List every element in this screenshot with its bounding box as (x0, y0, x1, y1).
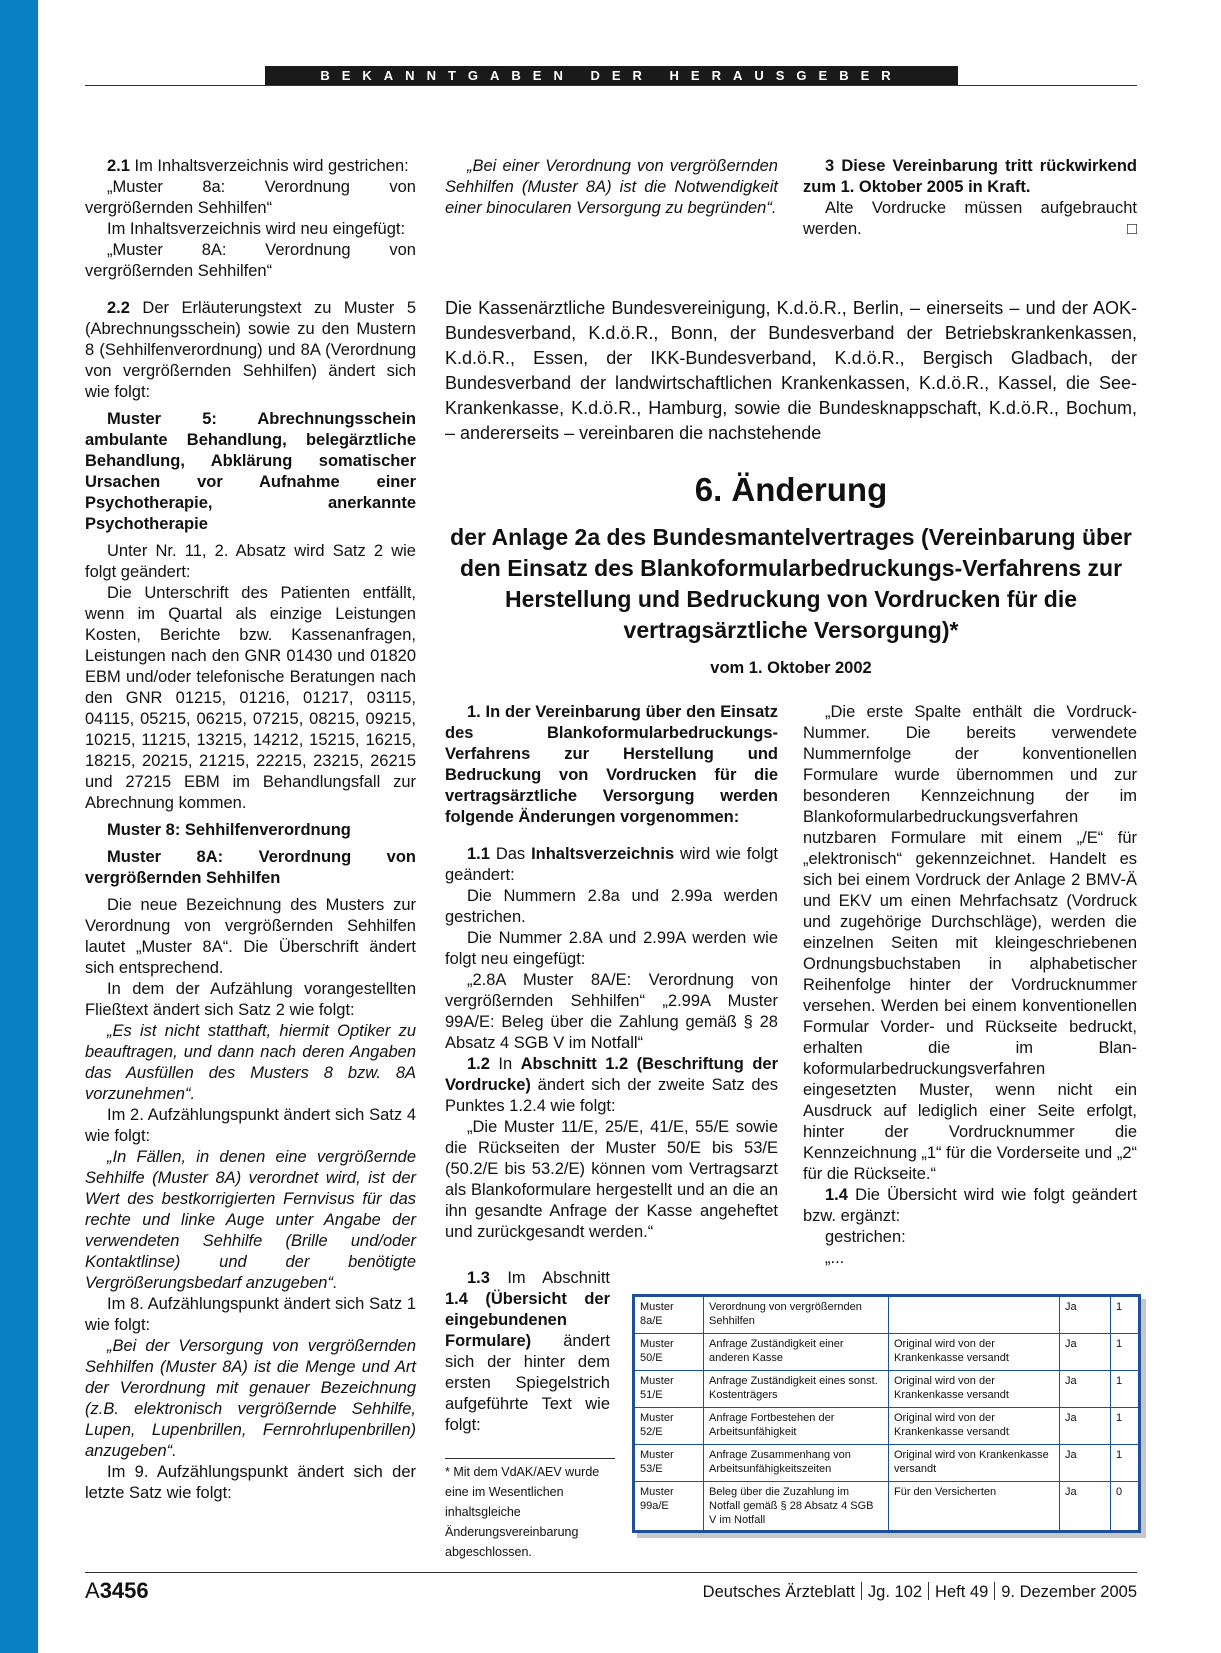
table-cell: Für den Versicherten (889, 1482, 1060, 1531)
paragraph: „... (825, 1249, 845, 1267)
paragraph: 1.1 Das Inhaltsverzeichnis wird wie folgt geändert: (445, 845, 778, 884)
subheading: Muster 8A: Verordnung von vergrößernden Sehhilfen (85, 848, 416, 887)
table-cell: Original wird von der Krankenkasse versandt (889, 1408, 1060, 1445)
paragraph: Die Unterschrift des Patienten entfällt, wenn im Quartal als einzige Leistungen Kosten, Berichte bzw. Kassenanfragen, Leistungen nach den GNR 01430 und 01820 EBM und/oder telefonische Beratungen nach den GNR 01215, 01216, 01217, 03115, 04115, 05215, 06215, 07215, 08215, 09215, 10215, 11215, 13215, 14212, 15215, 16215, 18215, 20215, 21215, 22215, 23215, 26215 und 27215 EBM im Behandlungsfall zur Abrechnung kommen. (85, 584, 416, 812)
article-title: 6. Änderung (694, 471, 888, 508)
footnote-rule (445, 1458, 615, 1459)
separator (928, 1582, 929, 1600)
table-cell: Ja (1060, 1408, 1111, 1445)
paragraph: 1.3 Im Abschnitt 1.4 (Übersicht der eingebundenen Formulare) ändert sich der hinter dem ersten Spiegelstrich aufgeführte Text wie folgt: (445, 1269, 610, 1434)
table-cell: 1 (1111, 1297, 1139, 1334)
paragraph: „Muster 8A: Verordnung von vergrößernden Sehhilfen“ (85, 241, 416, 280)
paragraph: Im 9. Aufzählungspunkt ändert sich der letzte Satz wie folgt: (85, 1463, 416, 1502)
journal-name: Deutsches Ärzteblatt (702, 1583, 855, 1601)
column-left (85, 156, 416, 1504)
quote: „Bei der Versorgung von vergrößernden Sehhilfen (Muster 8A) ist die Menge und Art der Verordnung mit genauer Bezeichnung (z.B. elektronisch vergrößernde Sehhilfe, Lupen, Lupenbrillen, Fernrohrlupenbrillen) anzugeben“. (85, 1337, 416, 1460)
paragraph: Unter Nr. 11, 2. Absatz wird Satz 2 wie folgt geändert: (85, 542, 416, 581)
page-number: A3456 (85, 1578, 149, 1603)
forms-table-grid (634, 1296, 1139, 1531)
table-cell: Verordnung von vergrößernden Sehhilfen (704, 1297, 889, 1334)
paragraph: Die neue Bezeichnung des Musters zur Verordnung von vergrößernden Sehhilfen lautet „Muster 8A“. Die Überschrift ändert sich entsprechend. (85, 896, 416, 977)
column-lower-right (803, 702, 1137, 1269)
journal-date: 9. Dezember 2005 (1001, 1583, 1137, 1601)
table-cell: Original wird von der Krankenkasse versandt (889, 1371, 1060, 1408)
table-cell: Ja (1060, 1334, 1111, 1371)
table-cell: Anfrage Zusammenhang von Arbeitsunfähigkeitszeiten (704, 1445, 889, 1482)
table-cell: 1 (1111, 1371, 1139, 1408)
table-cell: Original wird von der Krankenkasse versandt (889, 1334, 1060, 1371)
table-cell: 0 (1111, 1482, 1139, 1531)
table-cell: Ja (1060, 1482, 1111, 1531)
paragraph: Die Nummern 2.8a und 2.99a werden gestrichen. (445, 887, 778, 926)
left-color-bar (0, 0, 38, 1653)
column-middle-top (445, 156, 778, 219)
table-cell: 1 (1111, 1445, 1139, 1482)
paragraph: 1. In der Vereinbarung über den Einsatz des Blankoformularbedruckungs-Verfahrens zur Herstellung und Bedruckung von Vordrucken für die vertragsärztliche Versorgung werden folgende Änderungen vorgenommen: (445, 703, 778, 826)
table-cell: Beleg über die Zuzahlung im Notfall gemäß § 28 Absatz 4 SGB V im Notfall (704, 1482, 889, 1531)
paragraph: „Die erste Spalte enthält die Vordruck-Nummer. Die bereits verwendete Nummernfolge der konventionellen Formulare wurde übernommen und zur besonderen Kennzeichnung der im Blankoformularbedruckungsverfahren nutzbaren Formulare mit einem „/E“ für „elektronisch“ gekennzeichnet. Handelt es sich bei einem Vordruck der Anlage 2 BMV-Ä und EKV um einen Mehrfachsatz (Vordruck und zugehörige Durchschläge), werden die einzelnen Seiten mit kleingeschriebenen Ordnungsbuchstaben in alphabetischer Reihenfolge hinter der Vordrucknummer versehen. Werden bei einem konventionellen Formular Vorder- und Rückseite bedruckt, erhalten die im Blan-koformularbedruckungsverfahren eingesetzten Muster, wenn nicht ein Ausdruck auf lediglich einer Seite erfolgt, hinter der Vordrucknummer die Kennzeichnung „1“ für die Vorderseite und „2“ für die Rückseite.“ (803, 703, 1137, 1183)
table-cell: 1 (1111, 1408, 1139, 1445)
table-cell: Ja (1060, 1445, 1111, 1482)
paragraph: Im 2. Aufzählungspunkt ändert sich Satz 4 wie folgt: (85, 1106, 416, 1145)
paragraph: 3 Diese Vereinbarung tritt rückwirkend zum 1. Oktober 2005 in Kraft. (803, 157, 1137, 196)
table-row (635, 1297, 1139, 1334)
table-cell: Ja (1060, 1371, 1111, 1408)
table-cell: Muster 8a/E (635, 1297, 704, 1334)
table-cell: Muster 53/E (635, 1445, 704, 1482)
paragraph: Die Nummer 2.8A und 2.99A werden wie folgt neu eingefügt: (445, 929, 778, 968)
footer-rule (85, 1572, 1137, 1573)
table-row (635, 1482, 1139, 1531)
paragraph: In dem der Aufzählung vorangestellten Fließtext ändert sich Satz 2 wie folgt: (85, 980, 416, 1019)
paragraph: Im Inhaltsverzeichnis wird neu eingefügt: (107, 220, 406, 238)
forms-table (632, 1294, 1141, 1533)
column-lower-left-narrow (445, 1268, 610, 1436)
table-cell: Anfrage Fortbestehen der Arbeitsunfähigkeit (704, 1408, 889, 1445)
paragraph: „Die Muster 11/E, 25/E, 41/E, 55/E sowie die Rückseiten der Muster 50/E bis 53/E (50.2/E bis 53.2/E) können vom Vertragsarzt als Blankoformulare hergestellt und an die an ihn gesandte Anfrage der Kasse angeheftet und zurückgesandt werden.“ (445, 1118, 778, 1241)
intro-paragraph: Die Kassenärztliche Bundesvereinigung, K.d.ö.R., Berlin, – einerseits – und der AOK-Bundesverband, K.d.ö.R., Bonn, der Bundesverband der Betriebskrankenkassen, K.d.ö.R., Essen, der IKK-Bundesverband, K.d.ö.R., Bergisch Gladbach, der Bundesverband der landwirtschaftlichen Krankenkassen, K.d.ö.R., Kassel, die See-Krankenkasse, K.d.ö.R., Hamburg, sowie die Bundesknappschaft, K.d.ö.R., Bochum, – andererseits – vereinbaren die nachstehende (445, 298, 1137, 443)
table-cell: Original wird von Krankenkasse versandt (889, 1445, 1060, 1482)
paragraph: 2.2 Der Erläuterungstext zu Muster 5 (Abrechnungsschein) sowie zu den Mustern 8 (Sehhilfenverordnung) und 8A (Verordnung von vergrößernden Sehhilfen) ändert sich wie folgt: (85, 299, 416, 401)
paragraph: „Muster 8a: Verordnung von vergrößernden Sehhilfen“ (85, 178, 416, 217)
separator (994, 1582, 995, 1600)
footnote: * Mit dem VdAK/AEV wurde eine im Wesentlichen inhaltsgleiche Änderungsvereinbarung abgeschlossen. (445, 1465, 600, 1559)
article-date: vom 1. Oktober 2002 (710, 659, 872, 677)
paragraph: 2.1 Im Inhaltsverzeichnis wird gestrichen: (107, 157, 409, 175)
subheading: Muster 8: Sehhilfenverordnung (107, 821, 351, 839)
journal-footer (703, 1582, 1137, 1602)
table-cell: Muster 52/E (635, 1408, 704, 1445)
paragraph: Im 8. Aufzählungspunkt ändert sich Satz 1 wie folgt: (85, 1295, 416, 1334)
column-lower-left (445, 702, 778, 1243)
paragraph: 1.2 In Abschnitt 1.2 (Beschriftung der Vordrucke) ändert sich der zweite Satz des Punktes 1.2.4 wie folgt: (445, 1055, 778, 1115)
table-row (635, 1334, 1139, 1371)
subheading: Muster 5: Abrechnungsschein ambulante Behandlung, belegärztliche Behandlung, Abklärung somatischer Ursachen vor Aufnahme einer Psychotherapie, anerkannte Psychotherapie (85, 410, 416, 533)
table-cell (889, 1297, 1060, 1334)
quote: „In Fällen, in denen eine vergrößernde Sehhilfe (Muster 8A) verordnet wird, ist der Wert des bestkorrigierten Fernvisus für das rechte und linke Auge unter Angabe der verwendeten Sehhilfe (Brille und/oder Kontaktlinse) und der benötigte Vergrößerungsbedarf anzugeben“. (85, 1148, 416, 1292)
separator (861, 1582, 862, 1600)
section-header: BEKANNTGABEN DER HERAUSGEBER (265, 66, 958, 85)
table-row (635, 1408, 1139, 1445)
paragraph: Alte Vordrucke müssen aufgebraucht werden. □ (803, 199, 1137, 238)
quote: „Bei einer Verordnung von vergrößernden Sehhilfen (Muster 8A) ist die Notwendigkeit einer binocularen Versorgung zu begründen“. (445, 157, 778, 217)
header-rule (85, 85, 1137, 86)
quote: „Es ist nicht statthaft, hiermit Optiker zu beauftragen, und dann nach deren Angaben das Ausfüllen des Musters 8 bzw. 8A vorzunehmen“. (85, 1022, 416, 1103)
table-cell: Muster 99a/E (635, 1482, 704, 1531)
table-row (635, 1445, 1139, 1482)
journal-issue: Heft 49 (935, 1583, 989, 1601)
column-right-top (803, 156, 1137, 240)
table-cell: Muster 50/E (635, 1334, 704, 1371)
table-cell: Anfrage Zuständigkeit eines sonst. Kostenträgers (704, 1371, 889, 1408)
paragraph: gestrichen: (825, 1228, 906, 1246)
end-mark-icon: □ (1127, 220, 1137, 238)
table-row (635, 1371, 1139, 1408)
paragraph: „2.8A Muster 8A/E: Verordnung von vergrößernden Sehhilfen“ „2.99A Muster 99A/E: Beleg über die Zahlung gemäß § 28 Absatz 4 SGB V im Notfall“ (445, 971, 778, 1052)
table-cell: 1 (1111, 1334, 1139, 1371)
journal-volume: Jg. 102 (867, 1583, 923, 1601)
table-cell: Muster 51/E (635, 1371, 704, 1408)
table-cell: Anfrage Zuständigkeit einer anderen Kasse (704, 1334, 889, 1371)
article-subtitle: der Anlage 2a des Bundesmantelvertrages (Vereinbarung über den Einsatz des Blankoformularbedruckungs-Verfahrens zur Herstellung und Bedruckung von Vordrucken für die vertragsärztliche Versorgung)* (450, 524, 1132, 643)
table-cell: Ja (1060, 1297, 1111, 1334)
paragraph: 1.4 Die Übersicht wird wie folgt geändert bzw. ergänzt: (803, 1186, 1137, 1225)
